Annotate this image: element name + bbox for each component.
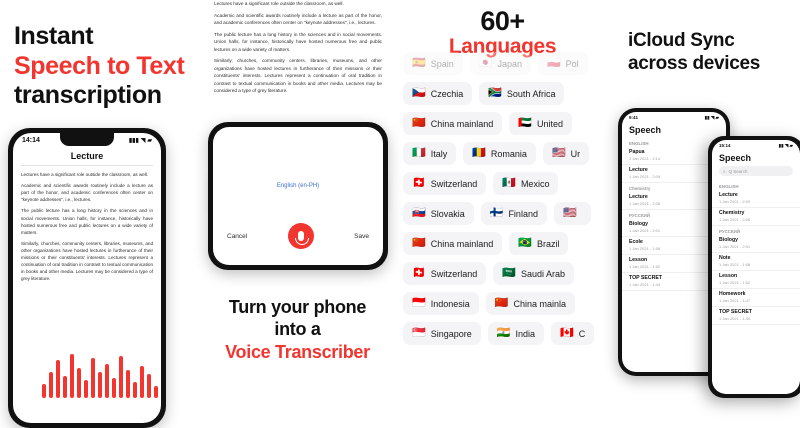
language-count: 60+	[480, 6, 525, 36]
recording-date: 1 Jan 2021 - 2:01	[629, 228, 661, 233]
signal-icon: ▮▮▮	[128, 138, 139, 144]
waveform-bar	[105, 364, 109, 398]
waveform-bar	[140, 366, 144, 398]
language-chip-label: China mainla	[513, 298, 566, 309]
flag-icon: 🇪🇸	[412, 57, 426, 69]
flag-icon: 🇧🇷	[518, 237, 532, 249]
flag-icon: 🇮🇳	[496, 327, 511, 339]
flag-icon: 🇨🇳	[494, 297, 509, 309]
headline-line-2: Speech to Text	[14, 51, 185, 80]
transcript-paragraph: Similarly, churches, community centers, libraries, museums, and other organizations have hosted lectures in furtherance of their missions or their constituents' interests. Lectures represent a continuation of oral tradition in contrast to textual communication in books and other media. Lectures may be considered a type of grey literature.	[21, 240, 153, 282]
language-chip-label: Switzerland	[430, 178, 478, 189]
language-chip-label: Switzerland	[430, 268, 478, 279]
recording-date: 1 Jan 2021 - 1:58	[629, 246, 661, 251]
language-chip[interactable]	[403, 232, 502, 255]
language-chip[interactable]	[403, 292, 479, 315]
status-time: 9:41	[629, 115, 639, 120]
waveform-bar	[147, 374, 151, 398]
recording-name: Lecture	[719, 192, 738, 198]
waveform-bar	[63, 376, 67, 398]
battery-icon: ▰	[147, 138, 152, 144]
language-chip-label: Singapore	[430, 328, 472, 339]
language-chip[interactable]	[493, 262, 574, 285]
flag-icon: 🇨🇦	[559, 327, 574, 339]
language-chip[interactable]	[538, 52, 588, 75]
waveform-visualizer	[0, 352, 200, 398]
language-chip-label: China mainland	[430, 118, 494, 129]
language-chip-label: Indonesia	[430, 298, 470, 309]
flag-icon: 🇲🇽	[502, 177, 516, 189]
language-chip[interactable]	[403, 202, 474, 225]
panel-speech-to-text	[0, 0, 200, 412]
flag-icon: 🇺🇸	[551, 147, 566, 159]
language-chip[interactable]	[543, 142, 589, 165]
panel-icloud-sync	[610, 0, 800, 412]
waveform-bar	[49, 372, 53, 398]
headline-line-1: Instant	[14, 22, 94, 50]
language-chip-label: South Africa	[506, 88, 556, 99]
recording-date: 1 Jan 2021 - 2:06	[629, 201, 661, 206]
list-item[interactable]	[712, 235, 800, 253]
languages-headline	[395, 0, 610, 59]
recording-name: TOP SECRET	[629, 275, 662, 281]
flag-icon: 🇮🇩	[412, 297, 426, 309]
recording-name: Chemistry	[719, 210, 745, 216]
microphone-icon	[298, 231, 304, 241]
recording-date: 1 Jan 2021 - 2:01	[719, 244, 751, 249]
recording-date: 1 Jan 2021 - 1:44	[719, 316, 751, 321]
recording-date: 1 Jan 2021 - 1:44	[629, 282, 661, 287]
recording-name: Note	[719, 255, 731, 261]
app-title: Speech	[629, 125, 662, 135]
language-chip-label: Pol	[565, 58, 579, 69]
save-button[interactable]: Save	[354, 232, 369, 240]
languages-label: Languages	[448, 35, 557, 58]
language-indicator: English (en-PH)	[276, 183, 320, 189]
language-chip-label: Spain	[430, 58, 454, 69]
flag-icon: 🇨🇳	[412, 237, 426, 249]
status-icons	[129, 137, 152, 144]
language-chip-label: Mexico	[520, 178, 550, 189]
language-chip[interactable]	[509, 232, 568, 255]
language-chip-label: Romania	[490, 148, 527, 159]
flag-icon: 🇸🇰	[412, 207, 426, 219]
recording-name: Papua	[629, 149, 645, 155]
recording-date: 1 Jan 2021 - 2:06	[719, 217, 751, 222]
flag-icon: 🇨🇭	[412, 267, 426, 279]
list-item[interactable]	[712, 253, 800, 271]
footer-line-3: Voice Transcriber	[225, 341, 370, 362]
flag-icon: 🇫🇮	[489, 207, 504, 219]
transcript-body	[13, 166, 161, 283]
recording-date: 1 Jan 2021 - 1:52	[629, 264, 661, 269]
flag-icon: 🇯🇵	[478, 57, 493, 69]
language-chip[interactable]	[554, 202, 591, 225]
language-chip-label: Brazil	[536, 238, 560, 249]
recording-name: Lesson	[719, 273, 738, 279]
recording-name: Biology	[629, 221, 649, 227]
flag-icon: 🇨🇭	[412, 177, 426, 189]
recording-date: 1 Jan 2021 - 1:47	[719, 298, 751, 303]
status-bar	[622, 112, 726, 123]
phone-screen	[712, 140, 800, 394]
status-bar	[712, 140, 800, 151]
transcript-title: Lecture	[70, 151, 104, 161]
panel-voice-transcriber	[200, 0, 395, 412]
panel2-footer	[200, 296, 395, 363]
waveform-bar	[91, 358, 95, 398]
status-icons: ▮▮ ◥ ▰	[778, 142, 793, 148]
flag-icon: 🇸🇬	[412, 327, 426, 339]
recorder-controls	[213, 223, 383, 249]
flag-icon: 🇨🇳	[412, 117, 426, 129]
transcript-paragraph: The public lecture has a long history in the sciences and in social movements. Union halls, for instance, historically have hosted numerous free and public lectures on a wide variety of matters.	[21, 208, 153, 235]
language-chip[interactable]	[403, 82, 472, 105]
recording-date: 1 Jan 2021 - 2:09	[719, 199, 751, 204]
waveform-bar	[126, 370, 130, 398]
search-input[interactable]	[719, 166, 793, 176]
recording-date: 1 Jan 2021 - 1:52	[719, 280, 751, 285]
recording-name: Homework	[719, 291, 746, 297]
language-chip[interactable]	[403, 262, 486, 285]
waveform-bar	[112, 378, 116, 398]
list-section-header: РУССКИЙ	[629, 213, 650, 218]
list-item[interactable]	[712, 208, 800, 226]
waveform-bar	[77, 368, 81, 398]
waveform-bar	[119, 356, 123, 398]
flag-icon: 🇺🇸	[562, 207, 577, 219]
waveform-bar	[84, 380, 88, 398]
waveform-bar	[70, 354, 74, 398]
language-chip[interactable]	[403, 172, 486, 195]
language-chip-label: C	[578, 328, 586, 339]
transcript-paragraph: Academic and scientific awards routinely include a lecture as part of the honor, and academic conferences often center on "keynote addresses", i.e., lectures.	[21, 183, 153, 203]
language-chip-label: Czechia	[430, 88, 464, 99]
language-chip-label: United	[536, 118, 563, 129]
recording-name: Lesson	[629, 257, 648, 263]
list-item[interactable]	[712, 190, 800, 208]
headline-line-3: transcription	[14, 81, 162, 109]
language-chip-label: Finland	[508, 208, 538, 219]
footer-line-2: into a	[274, 319, 321, 340]
cancel-button[interactable]: Cancel	[227, 232, 248, 240]
recording-name: Lecture	[629, 167, 648, 173]
footer-line-1: Turn your phone	[228, 297, 367, 317]
record-button[interactable]	[288, 223, 314, 249]
list-item[interactable]	[712, 307, 800, 325]
language-chip[interactable]	[486, 292, 575, 315]
transcript-paragraph: Lectures have a significant role outside the classroom, as well.	[21, 172, 149, 177]
panel1-headline	[14, 22, 194, 111]
recording-name: Ecole	[629, 239, 643, 245]
status-time: 14:14	[22, 137, 40, 144]
flag-icon: 🇦🇪	[518, 117, 532, 129]
recording-date: 1 Jan 2021 - 2:14	[629, 156, 661, 161]
language-chip-grid	[395, 52, 627, 345]
language-chip[interactable]	[493, 172, 558, 195]
flag-icon: 🇸🇦	[502, 267, 516, 279]
search-placeholder: Q Search	[728, 168, 748, 174]
language-chip-label: China mainland	[430, 238, 494, 249]
panel-languages	[395, 0, 610, 412]
language-chip[interactable]	[488, 322, 544, 345]
phone-screen	[213, 127, 383, 265]
icloud-headline	[628, 30, 800, 76]
language-chip[interactable]	[463, 142, 536, 165]
language-chip[interactable]	[509, 112, 572, 135]
flag-icon: 🇵🇱	[546, 57, 561, 69]
waveform-bar	[42, 384, 46, 398]
app-title: Speech	[719, 153, 752, 163]
language-chip-label: Italy	[430, 148, 448, 159]
phone-notch	[60, 133, 114, 146]
phone-mockup-front	[708, 136, 800, 398]
list-section-header: ENGLISH	[629, 141, 649, 146]
waveform-bar	[154, 386, 158, 398]
document-paragraph: Similarly, churches, community centers, libraries, museums, and other organizations have hosted lectures in furtherance of their missions or their constituents' interests. Lectures represent a continuation of oral tradition in contrast to textual communication in books and other media. Lectures may be considered a type of grey literature.	[214, 58, 382, 94]
list-item[interactable]	[712, 271, 800, 289]
language-chip[interactable]	[481, 202, 547, 225]
recording-name: TOP SECRET	[719, 309, 752, 315]
flag-icon: 🇨🇿	[412, 87, 426, 99]
list-section-header: ENGLISH	[719, 184, 739, 189]
flag-icon: 🇮🇹	[412, 147, 426, 159]
language-chip[interactable]	[479, 82, 564, 105]
status-icons: ▮▮ ◥ ▰	[704, 114, 719, 120]
flag-icon: 🇷🇴	[472, 147, 486, 159]
language-chip-label: Ur	[570, 148, 581, 159]
headline-line-1: iCloud Sync	[628, 30, 735, 51]
waveform-bar	[98, 372, 102, 398]
recording-date: 1 Jan 2021 - 1:58	[719, 262, 751, 267]
language-chip[interactable]	[470, 52, 531, 75]
phone-mockup-recorder	[208, 122, 388, 270]
document-paragraph: Academic and scientific awards routinely include a lecture as part of the honor, and academic conferences often center on "keynote addresses", i.e., lectures.	[214, 12, 382, 26]
recording-list[interactable]	[712, 181, 800, 325]
wifi-icon: ◥	[140, 138, 146, 144]
language-chip[interactable]	[551, 322, 594, 345]
flag-icon: 🇿🇦	[488, 87, 502, 99]
language-chip-label: Saudi Arab	[520, 268, 565, 279]
language-chip[interactable]	[403, 142, 456, 165]
document-paragraph: Lectures have a significant role outside the classroom, as well.	[214, 1, 344, 6]
list-item[interactable]	[712, 289, 800, 307]
list-section-header: РУССКИЙ	[719, 229, 740, 234]
recording-name: Lecture	[629, 194, 648, 200]
recording-date: 1 Jan 2021 - 2:09	[629, 174, 661, 179]
language-chip[interactable]	[403, 322, 481, 345]
headline-line-2: across devices	[628, 52, 761, 74]
waveform-bar	[133, 382, 137, 398]
language-chip-label: Japan	[497, 58, 522, 69]
recording-name: Biology	[719, 237, 739, 243]
language-chip[interactable]	[403, 52, 463, 75]
document-paragraph: The public lecture has a long history in the sciences and in social movements. Union halls, for instance, historically have hosted numerous free and public lectures on a wide variety of matters.	[214, 31, 382, 52]
list-section-header: Chemistry	[629, 186, 651, 191]
language-chip-label: Slovakia	[430, 208, 465, 219]
search-icon: ⌕	[723, 168, 726, 174]
status-time: 15:14	[719, 143, 731, 148]
waveform-bar	[56, 360, 60, 398]
language-chip-label: India	[515, 328, 535, 339]
language-chip[interactable]	[403, 112, 502, 135]
